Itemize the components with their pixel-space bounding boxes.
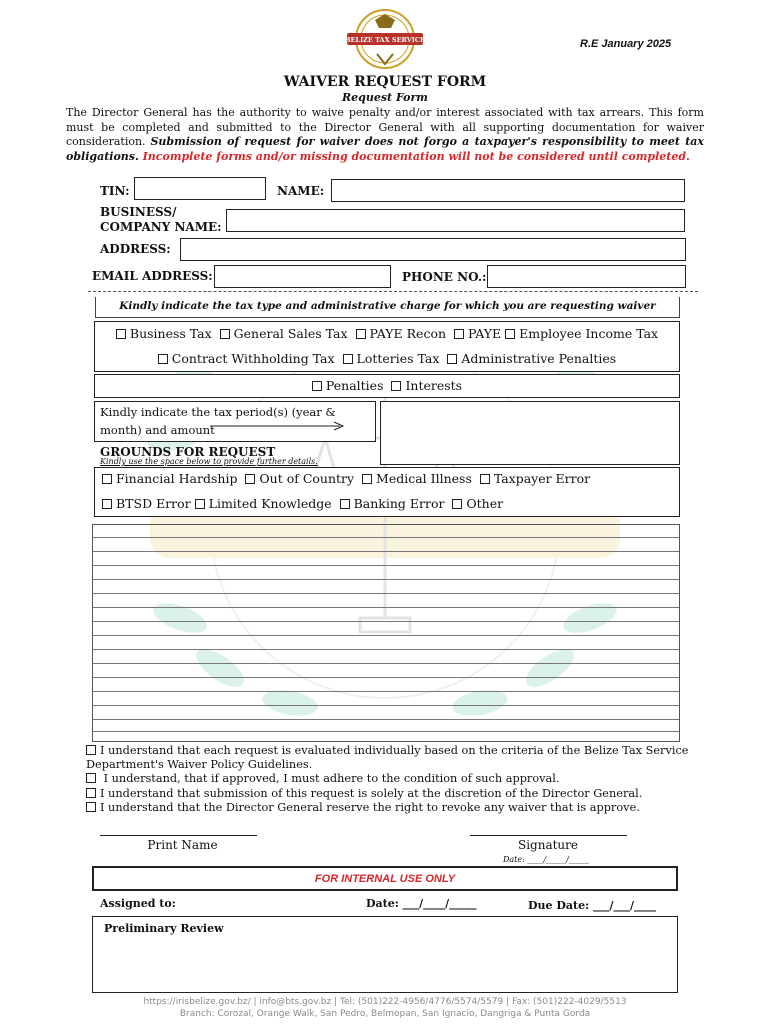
email-field[interactable] (214, 265, 391, 288)
tax-period-field[interactable] (380, 401, 680, 465)
checkbox-icon (86, 802, 96, 812)
footer-branches: Branch: Corozal, Orange Walk, San Pedro, Belmopan, San Ignacio, Dangriga & Punta Gorda (179, 1009, 591, 1019)
name-label: NAME: (277, 184, 325, 198)
checkbox-icon (391, 381, 401, 391)
interests-checkbox[interactable]: Interests (391, 378, 462, 393)
tax-period-label-line2: month) and amount (100, 423, 215, 437)
out-of-country-checkbox[interactable]: Out of Country (245, 471, 354, 486)
checkbox-icon (340, 499, 350, 509)
checkbox-icon (454, 329, 464, 339)
banking-error-checkbox[interactable]: Banking Error (340, 496, 445, 511)
signature-line[interactable] (470, 835, 627, 836)
checkbox-icon (356, 329, 366, 339)
email-label: EMAIL ADDRESS: (92, 269, 213, 283)
form-title: WAIVER REQUEST FORM (283, 74, 487, 90)
print-name-line[interactable] (100, 835, 257, 836)
paye-recon-checkbox[interactable]: PAYE Recon (356, 326, 447, 341)
checkbox-icon (480, 474, 490, 484)
signature-label: Signature (517, 838, 578, 852)
phone-field[interactable] (487, 265, 686, 288)
arrow-right-icon (210, 421, 346, 431)
preliminary-review-label: Preliminary Review (104, 922, 224, 935)
assigned-to-label: Assigned to: (100, 897, 176, 910)
paye-checkbox[interactable]: PAYE (454, 326, 501, 341)
tin-field[interactable] (134, 177, 266, 200)
intro-warning-text: Incomplete forms and/or missing documentation will not be considered until completed. (142, 149, 690, 163)
tax-type-row1 (94, 326, 680, 341)
checkbox-icon (447, 354, 457, 364)
checkbox-icon (343, 354, 353, 364)
acknowledgement-item[interactable]: I understand, that if approved, I must adhere to the condition of such approval. (86, 772, 706, 786)
acknowledgement-item[interactable]: I understand that submission of this request is solely at the discretion of the Director General. (86, 787, 706, 801)
checkbox-icon (86, 773, 96, 783)
form-subtitle: Request Form (342, 91, 428, 104)
checkbox-icon (86, 788, 96, 798)
internal-use-heading: FOR INTERNAL USE ONLY (314, 873, 456, 885)
grounds-note: Kindly use the space below to provide further details. (100, 457, 318, 466)
general-sales-tax-checkbox[interactable]: General Sales Tax (220, 326, 348, 341)
svg-text:BELIZE TAX SERVICE: BELIZE TAX SERVICE (345, 36, 425, 44)
administrative-penalties-checkbox[interactable]: Administrative Penalties (447, 351, 616, 366)
name-field[interactable] (331, 179, 685, 202)
checkbox-icon (102, 474, 112, 484)
acknowledgement-item[interactable]: I understand that the Director General reserve the right to revoke any waiver that is approve. (86, 801, 706, 815)
financial-hardship-checkbox[interactable]: Financial Hardship (102, 471, 237, 486)
tin-label: TIN: (100, 184, 130, 198)
contract-withholding-tax-checkbox[interactable]: Contract Withholding Tax (158, 351, 335, 366)
business-label-line2: COMPANY NAME: (100, 220, 222, 234)
checkbox-icon (505, 329, 515, 339)
address-label: ADDRESS: (100, 242, 171, 256)
signature-date: Date: ____/_____/_____ (503, 855, 589, 864)
checkbox-icon (452, 499, 462, 509)
tax-period-label-line1: Kindly indicate the tax period(s) (year & (100, 405, 336, 419)
medical-illness-checkbox[interactable]: Medical Illness (362, 471, 472, 486)
business-name-field[interactable] (226, 209, 685, 232)
checkbox-icon (362, 474, 372, 484)
grounds-row1 (102, 471, 590, 486)
checkbox-icon (158, 354, 168, 364)
other-checkbox[interactable]: Other (452, 496, 503, 511)
grounds-details-textarea[interactable] (92, 524, 680, 742)
checkbox-icon (195, 499, 205, 509)
section-divider (88, 291, 698, 292)
business-label-line1: BUSINESS/ (100, 205, 177, 219)
business-tax-checkbox[interactable]: Business Tax (116, 326, 212, 341)
due-date-label: Due Date: ___/___/____ (528, 899, 657, 912)
address-field[interactable] (180, 238, 686, 261)
lotteries-tax-checkbox[interactable]: Lotteries Tax (343, 351, 440, 366)
intro-plain-text: The Director General has the authority to waive penalty and/or interest associated with tax arrears. This form must be completed and submitted to the Director General with all supporting documentation for waiver consideration. (66, 106, 704, 148)
checkbox-icon (220, 329, 230, 339)
checkbox-icon (245, 474, 255, 484)
footer-contact: https://irisbelize.gov.bz/ | info@bts.gov.bz | Tel: (501)222-4956/4776/5574/5579 | Fax: (501)222-4029/5513 (143, 997, 627, 1007)
grounds-row2 (102, 496, 503, 511)
revision-date: R.E January 2025 (580, 38, 672, 50)
belize-tax-service-logo (345, 8, 425, 70)
acknowledgement-list (86, 744, 706, 815)
tax-type-instruction: Kindly indicate the tax type and administrative charge for which you are requesting waiver (95, 297, 680, 318)
print-name-label: Print Name (147, 838, 218, 852)
limited-knowledge-checkbox[interactable]: Limited Knowledge (195, 496, 332, 511)
employee-income-tax-checkbox[interactable]: Employee Income Tax (505, 326, 658, 341)
grounds-heading: GROUNDS FOR REQUEST (100, 445, 276, 459)
checkbox-icon (312, 381, 322, 391)
penalty-interest-row (94, 378, 680, 393)
tax-type-row2 (94, 351, 680, 366)
phone-label: PHONE NO.: (402, 270, 487, 284)
intro-bold-text: Submission of request for waiver does not forgo a taxpayer's responsibility to meet tax obligations. (66, 135, 704, 163)
intro-paragraph (66, 106, 704, 164)
checkbox-icon (86, 745, 96, 755)
btsd-error-checkbox[interactable]: BTSD Error (102, 496, 191, 511)
penalties-checkbox[interactable]: Penalties (312, 378, 384, 393)
acknowledgement-item[interactable]: I understand that each request is evaluated individually based on the criteria of the Belize Tax Service Department's Waiver Policy Guidelines. (86, 744, 689, 772)
internal-date-label: Date: ___/____/_____ (366, 897, 477, 910)
checkbox-icon (102, 499, 112, 509)
checkbox-icon (116, 329, 126, 339)
taxpayer-error-checkbox[interactable]: Taxpayer Error (480, 471, 590, 486)
